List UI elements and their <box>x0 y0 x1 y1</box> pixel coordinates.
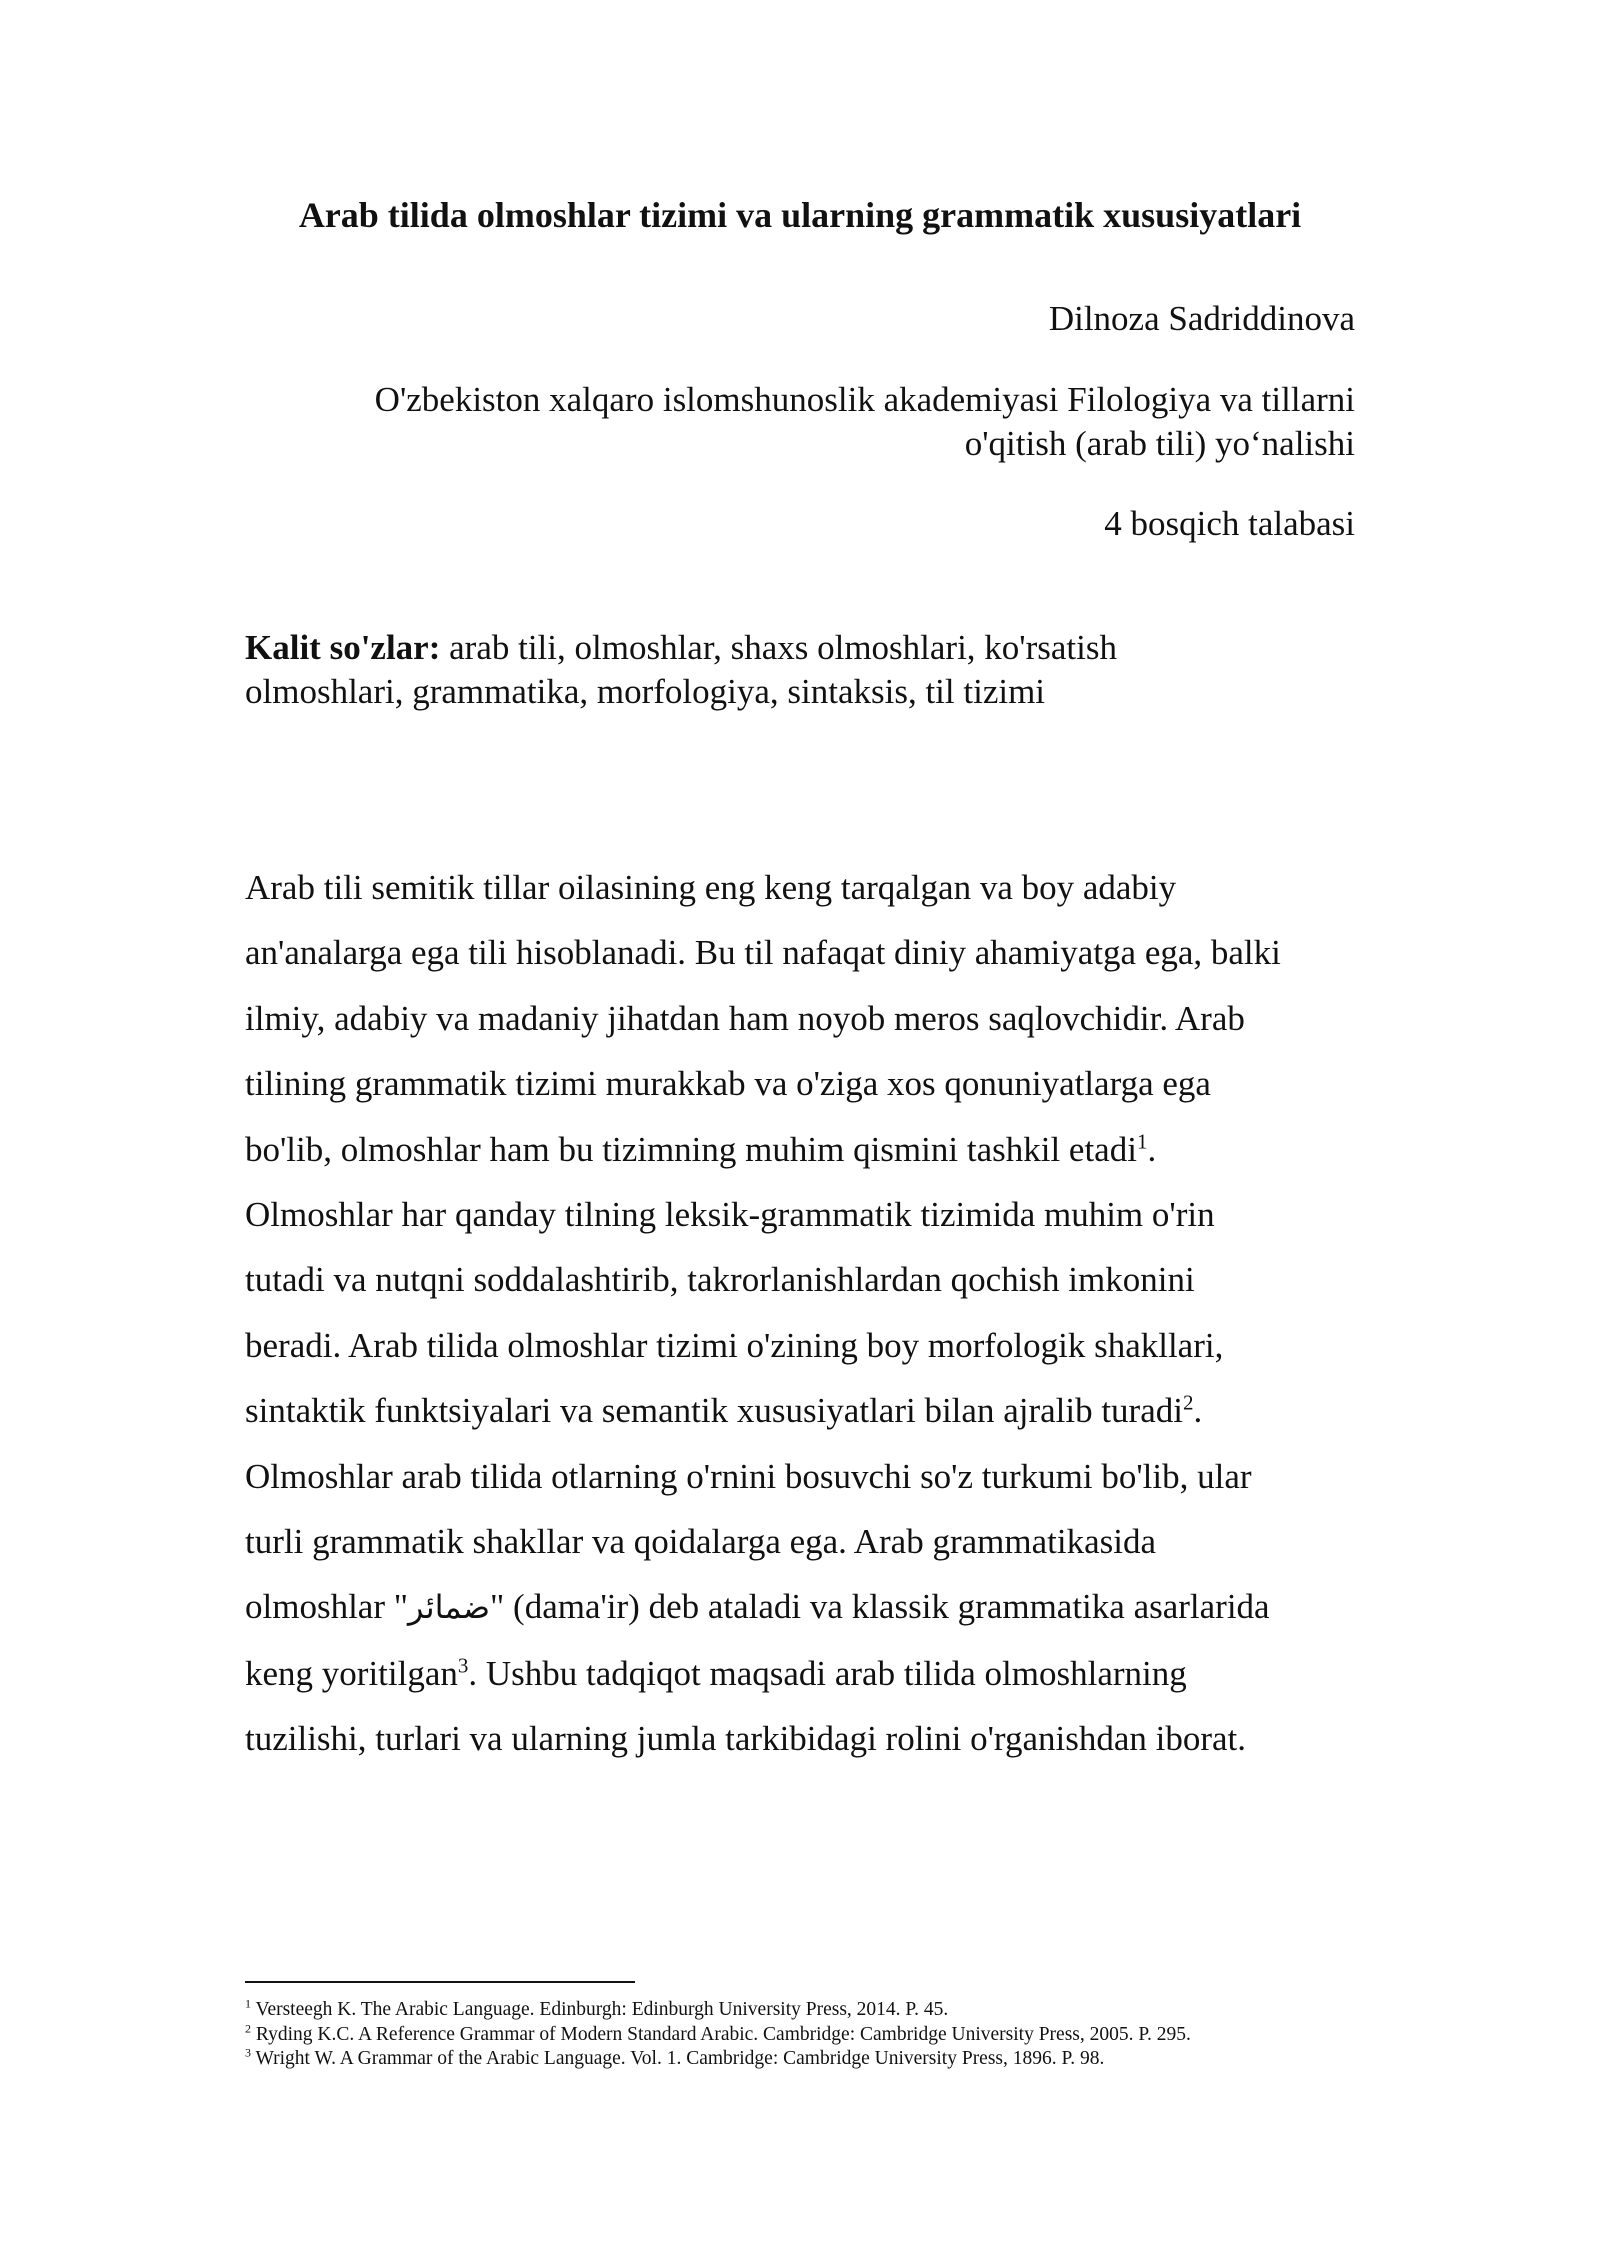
body-line: Arab tili semitik tillar oilasining eng keng tarqalgan va boy adabiy <box>245 868 1177 907</box>
author-name: Dilnoza Sadriddinova <box>1048 299 1355 338</box>
body-text-segment: . <box>1147 1129 1157 1169</box>
footnote-ref-1: 1 <box>1136 1128 1148 1153</box>
body-line: Olmoshlar arab tilida otlarning o'rnini bosuvchi so'z turkumi bo'lib, ular <box>245 1456 1252 1496</box>
affiliation-line-1: O'zbekiston xalqaro islomshunoslik akademiyasi Filologiya va tillarni <box>374 380 1355 419</box>
footnote-ref-3: 3 <box>457 1653 469 1678</box>
body-line <box>245 1117 1365 1182</box>
keywords-line-2: olmoshlari, grammatika, morfologiya, sintaksis, til tizimi <box>245 672 1046 711</box>
body-text-segment: olmoshlar " <box>245 1587 409 1627</box>
footnote-item <box>245 1998 1355 2023</box>
footnote-number: 2 <box>245 2021 251 2035</box>
body-text-segment: . Ushbu tadqiqot maqsadi arab tilida olmoshlarning <box>468 1653 1187 1693</box>
body-line: tuzilishi, turlari va ularning jumla tarkibidagi rolini o'rganishdan iborat. <box>245 1719 1247 1759</box>
body-line: beradi. Arab tilida olmoshlar tizimi o'zining boy morfologik shakllari, <box>245 1325 1224 1365</box>
footnote-text: Versteegh K. The Arabic Language. Edinburgh: Edinburgh University Press, 2014. P. 45. <box>251 1999 949 2020</box>
introduction-paragraph <box>245 855 1365 1772</box>
body-text-segment: sintaktik funktsiyalari va semantik xususiyatlari bilan ajralib turadi <box>245 1391 1183 1431</box>
body-text-segment: . <box>1193 1391 1203 1431</box>
body-line: ilmiy, adabiy va madaniy jihatdan ham noyob meros saqlovchidir. Arab <box>245 998 1245 1038</box>
body-line: tilining grammatik tizimi murakkab va o'ziga xos qonuniyatlarga ega <box>245 1064 1211 1104</box>
body-line <box>245 1641 1365 1706</box>
body-text-segment: bo'lib, olmoshlar ham bu tizimning muhim qismini tashkil etadi <box>245 1129 1137 1169</box>
footnote-ref-2: 2 <box>1182 1390 1194 1415</box>
body-line <box>245 1378 1365 1443</box>
arabic-term: ضمائر <box>408 1588 491 1627</box>
author-status: 4 bosqich talabasi <box>1104 504 1355 543</box>
body-text-segment: keng yoritilgan <box>245 1653 458 1693</box>
footnote-number: 1 <box>245 1996 251 2011</box>
body-line: tutadi va nutqni soddalashtirib, takrorlanishlardan qochish imkonini <box>245 1260 1195 1300</box>
footnote-number: 3 <box>245 2045 251 2060</box>
paper-title: Arab tilida olmoshlar tizimi va ularning grammatik xususiyatlari <box>298 195 1302 235</box>
footnotes-list <box>245 1998 1355 2072</box>
body-text-segment: " (dama'ir) deb ataladi va klassik grammatika asarlarida <box>490 1587 1270 1627</box>
body-line: Olmoshlar har qanday tilning leksik-grammatik tizimida muhim o'rin <box>245 1195 1215 1235</box>
keywords-block <box>245 626 1355 714</box>
body-line: an'analarga ega tili hisoblanadi. Bu til nafaqat diniy ahamiyatga ega, balki <box>245 933 1281 973</box>
body-line <box>245 1574 1365 1640</box>
affiliation-line-2: o'qitish (arab tili) yo‘nalishi <box>964 424 1355 463</box>
keywords-line-1: arab tili, olmoshlar, shaxs olmoshlari, ko'rsatish <box>440 628 1117 667</box>
footnote-separator <box>245 1981 635 1983</box>
keywords-label: Kalit so'zlar: <box>245 628 441 667</box>
footnote-text: Ryding K.C. A Reference Grammar of Modern Standard Arabic. Cambridge: Cambridge University Press, 2005. P. 295. <box>251 2023 1191 2045</box>
author-affiliation <box>245 378 1355 466</box>
footnote-text: Wright W. A Grammar of the Arabic Language. Vol. 1. Cambridge: Cambridge University Press, 1896. P. 98. <box>251 2048 1105 2069</box>
footnote-item <box>245 2047 1355 2072</box>
body-line: turli grammatik shakllar va qoidalarga ega. Arab grammatikasida <box>245 1522 1156 1562</box>
footnote-item <box>245 2023 1355 2048</box>
